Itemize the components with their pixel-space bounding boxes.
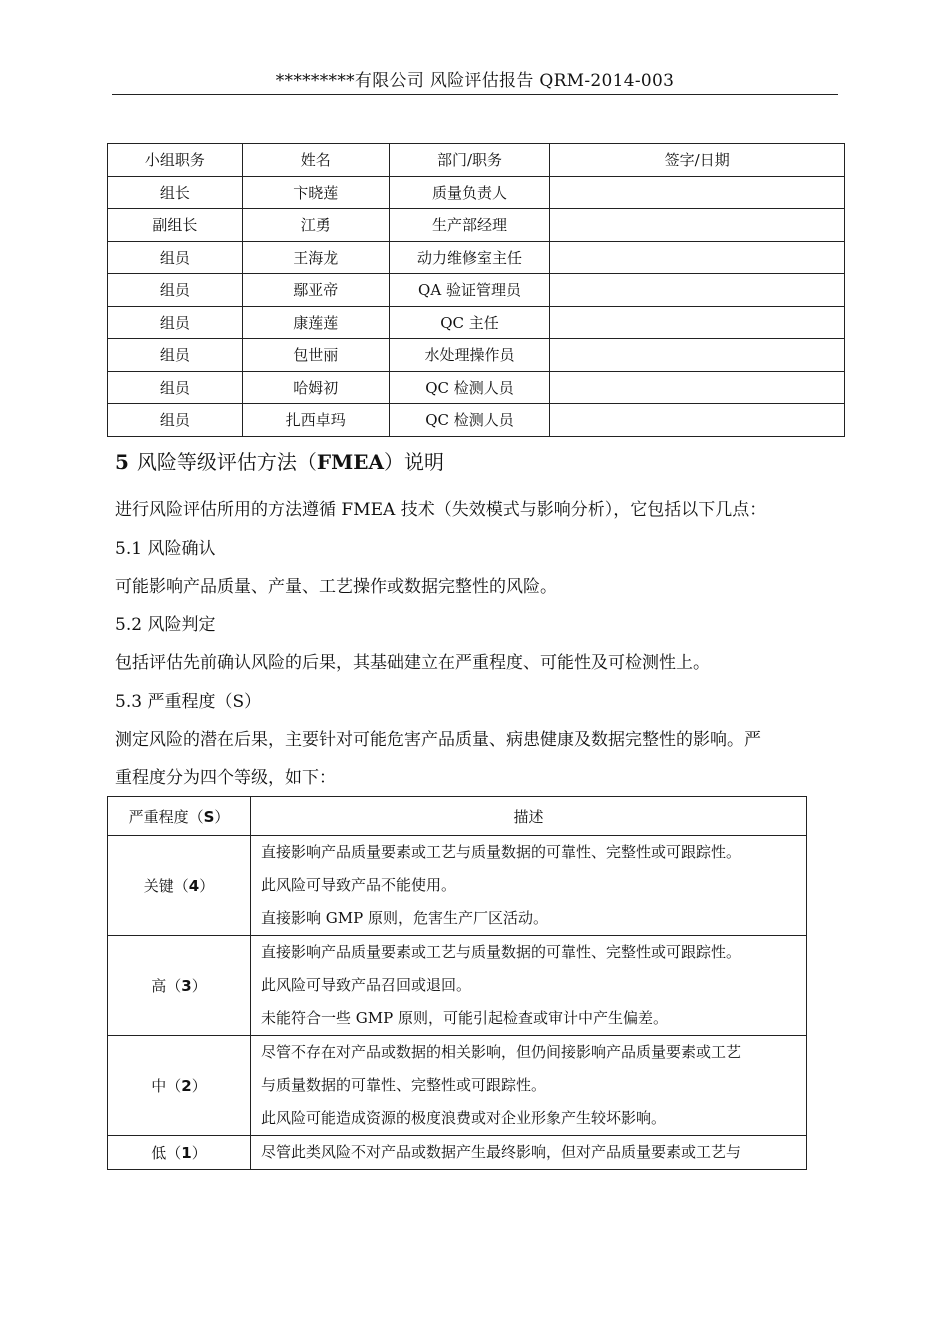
- subsection-5-2-text: 包括评估先前确认风险的后果，其基础建立在严重程度、可能性及可检测性上。: [115, 653, 710, 673]
- description-line: 与质量数据的可靠性、完整性或可跟踪性。: [261, 1076, 547, 1094]
- level-label: 关键（: [143, 877, 189, 895]
- col-role: 小组职务: [108, 144, 243, 177]
- description-line: 此风险可导致产品不能使用。: [261, 876, 457, 894]
- severity-row-critical: [108, 836, 807, 936]
- severity-description: [251, 836, 807, 936]
- description-line: 未能符合一些 GMP 原则，可能引起检查或审计中产生偏差。: [261, 1009, 668, 1027]
- level-number: 3: [181, 977, 192, 995]
- signature-cell: [550, 274, 845, 307]
- table-row: [108, 404, 845, 437]
- level-label: 低（: [151, 1144, 182, 1162]
- subsection-5-1-text: 可能影响产品质量、产量、工艺操作或数据完整性的风险。: [115, 577, 557, 597]
- level-label: 中（: [151, 1077, 182, 1095]
- role-cell: 组员: [108, 274, 243, 307]
- header-rule: [112, 94, 838, 95]
- col-name: 姓名: [242, 144, 389, 177]
- table-row: [108, 371, 845, 404]
- severity-description: [251, 1036, 807, 1136]
- subsection-5-3-title: 5.3 严重程度（S）: [115, 692, 262, 712]
- level-number: 4: [188, 877, 200, 895]
- col-severity-s: S: [203, 807, 215, 826]
- description-line: 此风险可能造成资源的极度浪费或对企业形象产生较坏影响。: [261, 1109, 667, 1127]
- name-cell: 卞晓莲: [242, 176, 389, 209]
- role-cell: 组员: [108, 306, 243, 339]
- table-row: [108, 209, 845, 242]
- subsection-5-1-title: 5.1 风险确认: [115, 539, 216, 559]
- level-label: 高（: [151, 977, 182, 995]
- signature-cell: [550, 371, 845, 404]
- dept-cell: 动力维修室主任: [389, 241, 550, 274]
- severity-level: [108, 1036, 251, 1136]
- subsection-5-3-text-line2: 重程度分为四个等级，如下：: [115, 768, 336, 788]
- severity-description: [251, 1136, 807, 1170]
- section-5-heading: [115, 446, 444, 475]
- description-line: 直接影响 GMP 原则，危害生产厂区活动。: [261, 909, 548, 927]
- section-title-part: 风险等级评估方法（: [136, 450, 317, 474]
- team-table-header: [108, 144, 845, 177]
- dept-cell: 生产部经理: [389, 209, 550, 242]
- table-row: [108, 274, 845, 307]
- dept-cell: QA 验证管理员: [389, 274, 550, 307]
- dept-cell: QC 检测人员: [389, 404, 550, 437]
- col-description: 描述: [251, 797, 807, 836]
- signature-cell: [550, 241, 845, 274]
- role-cell: 副组长: [108, 209, 243, 242]
- description-line: 尽管不存在对产品或数据的相关影响，但仍间接影响产品质量要素或工艺: [261, 1043, 742, 1061]
- name-cell: 包世丽: [242, 339, 389, 372]
- section-5-intro: 进行风险评估所用的方法遵循 FMEA 技术（失效模式与影响分析），它包括以下几点：: [115, 500, 767, 520]
- severity-description: [251, 936, 807, 1036]
- table-row: [108, 241, 845, 274]
- page-header: *********有限公司 风险评估报告 QRM-2014-003: [275, 71, 675, 91]
- signature-cell: [550, 209, 845, 242]
- severity-row-medium: [108, 1036, 807, 1136]
- level-number: 2: [181, 1077, 192, 1095]
- col-severity-close: ）: [214, 807, 230, 826]
- severity-table-header: [108, 797, 807, 836]
- severity-level: [108, 936, 251, 1036]
- severity-table: [107, 796, 807, 1170]
- role-cell: 组员: [108, 404, 243, 437]
- description-line: 直接影响产品质量要素或工艺与质量数据的可靠性、完整性或可跟踪性。: [261, 943, 742, 961]
- col-severity-text: 严重程度（: [128, 807, 204, 826]
- subsection-5-3-text-line1: 测定风险的潜在后果，主要针对可能危害产品质量、病患健康及数据完整性的影响。严: [115, 730, 761, 750]
- role-cell: 组员: [108, 241, 243, 274]
- description-line: 此风险可导致产品召回或退回。: [261, 976, 472, 994]
- name-cell: 哈姆初: [242, 371, 389, 404]
- level-close: ）: [191, 1144, 207, 1162]
- subsection-5-2-title: 5.2 风险判定: [115, 615, 216, 635]
- level-close: ）: [191, 977, 207, 995]
- col-severity-level: [108, 797, 251, 836]
- level-number: 1: [181, 1144, 192, 1162]
- severity-row-high: [108, 936, 807, 1036]
- severity-row-low: [108, 1136, 807, 1170]
- signature-cell: [550, 306, 845, 339]
- signature-cell: [550, 404, 845, 437]
- role-cell: 组长: [108, 176, 243, 209]
- description-line: 尽管此类风险不对产品或数据产生最终影响，但对产品质量要素或工艺与: [261, 1143, 742, 1161]
- section-title-fmea: FMEA: [316, 450, 385, 474]
- signature-cell: [550, 339, 845, 372]
- dept-cell: QC 检测人员: [389, 371, 550, 404]
- name-cell: 康莲莲: [242, 306, 389, 339]
- severity-level: [108, 1136, 251, 1170]
- team-table: [107, 143, 845, 437]
- table-row: [108, 306, 845, 339]
- name-cell: 江勇: [242, 209, 389, 242]
- dept-cell: QC 主任: [389, 306, 550, 339]
- level-close: ）: [199, 877, 215, 895]
- description-line: 直接影响产品质量要素或工艺与质量数据的可靠性、完整性或可跟踪性。: [261, 843, 742, 861]
- role-cell: 组员: [108, 339, 243, 372]
- col-signature: 签字/日期: [550, 144, 845, 177]
- col-dept: 部门/职务: [389, 144, 550, 177]
- table-row: [108, 176, 845, 209]
- signature-cell: [550, 176, 845, 209]
- name-cell: 鄢亚帝: [242, 274, 389, 307]
- dept-cell: 水处理操作员: [389, 339, 550, 372]
- severity-level: [108, 836, 251, 936]
- name-cell: 扎西卓玛: [242, 404, 389, 437]
- section-title-part: ）说明: [384, 450, 445, 474]
- level-close: ）: [191, 1077, 207, 1095]
- section-number: 5: [115, 450, 129, 474]
- role-cell: 组员: [108, 371, 243, 404]
- dept-cell: 质量负责人: [389, 176, 550, 209]
- name-cell: 王海龙: [242, 241, 389, 274]
- table-row: [108, 339, 845, 372]
